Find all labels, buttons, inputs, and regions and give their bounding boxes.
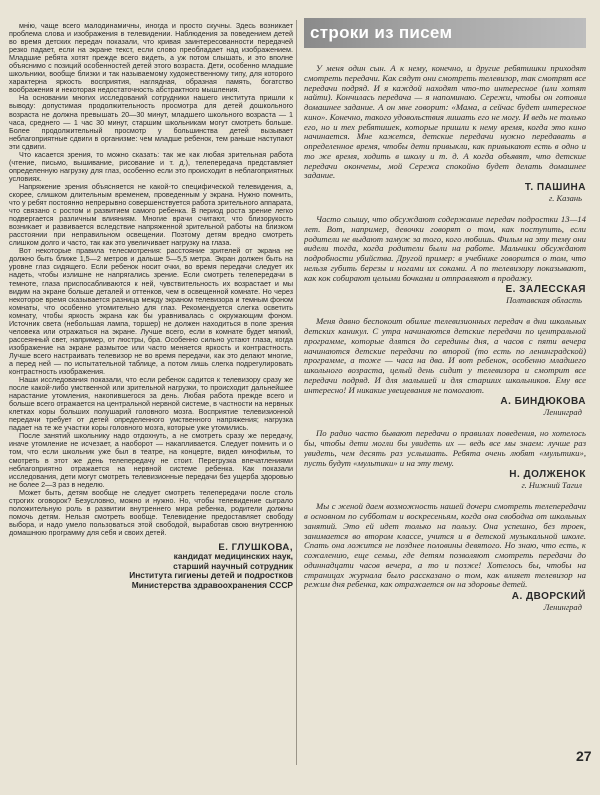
letter-author: Т. ПАШИНА xyxy=(524,182,586,193)
column-divider xyxy=(296,20,297,765)
article-paragraph: мнію, чаще всего малодинамичны, иногда и просто скучны. Здесь возникает проблема слова и изображения в телевидении. Наблюдения за поведением детей во время детских передач показали, что кривая заинтересованности передачей резко падает, если на экране текст, если слово преобладает над изображением. Младшие ребята хотят прежде всего видеть, а уж потом слышать, и это вполне объяснимо с позиций особенностей детей этого возраста. Дети, особенно младшие школьники, вообще близки и так называемому художественному типу, для которого характерна яркость восприятия, наглядная, образная память, богатство воображения и некоторая недостаточность абстрактного мышления. xyxy=(9,22,293,95)
letter xyxy=(304,215,586,305)
author-degree: кандидат медицинских наук, xyxy=(173,551,293,562)
letter-text: Мы с женой даем возможность нашей дочери смотреть телепередачи в основном по субботам и воскресеньям, когда она свободна от школьных занятий. Это ей идет только на пользу. Она успешно, без троек, занимается во втором классе, учится и в детской музыкальной школе. Спать она ложится не позднее половины девятого. Но знаю, что есть, к сожалению, еще семьи, где детям позволяют смотреть передачи до одиннадцати часов вечера, а то и позже! Хотелось бы, чтобы на страницах журнала было рассказано о том, как влияет телевизор на режим дня ребенка, как отражается он на здоровье детей. xyxy=(304,501,586,590)
article-paragraph: Наши исследования показали, что если ребенок садится к телевизору сразу же после какой-либо умственной или зрительной нагрузки, то происходит дальнейшее нарастание утомления, накопившегося за день. Любая работа прежде всего и больше всего отражается на центральной нервной системе, в частности на нервных клетках коры больших полушарий головного мозга. Восприятие телевизионной передачи требует от детей определенного умственного напряжения; нагрузка падает на те же участки коры головного мозга, которые уже утомились. xyxy=(9,375,293,433)
letter-author: Н. ДОЛЖЕНОК xyxy=(509,469,586,481)
letter-place: г. Казань xyxy=(549,193,582,203)
article-column xyxy=(9,22,293,764)
letters-header xyxy=(304,18,586,48)
letter-place: Ленинград xyxy=(543,407,582,418)
letter xyxy=(304,429,586,490)
article-paragraph: Вот некоторые правила телесмотрения: расстояние зрителей от экрана не должно быть ближе 1,5—2 метров и дальше 5—5,5 метра. Экран должен быть на уровне глаз сидящего. Если ребенок носит очки, во время передачи следует их надеть, чтобы излишне не напрягались зрение. Если смотреть телепередачи в темноте, глаза приспосабливаются к ней, чувствительность их возрастает и мы видим на экране больше деталей и оттенков, чем в освещенной комнате. Но через некоторое время сказывается разница между экраном телевизора и темным фоном комнаты, что особенно утомительно для глаз. Рекомендуется слегка осветить комнату, чтобы яркость экрана как бы уравнивалась с окружающим фоном. Источник света (небольшая лампа, торшер) не должен находиться в поле зрения человека или отражаться на экране. Лучше всего, если в комнате будет мягкий, рассеянный свет, например, от люстры, бра. Особенно сильно устают глаза, когда изображение на экране размытое или часто меняется яркость и контрастность. Лучше всего настраивать телевизор не во время передачи, как это делают многие, а перед ней — по испытательной таблице, а потом лишь слегка подрегулировать контрастность изображения. xyxy=(9,246,293,377)
author-institute: Института гигиены детей и подростков xyxy=(129,570,293,581)
letter-place: Ленинград xyxy=(543,602,582,612)
letter xyxy=(304,317,586,417)
letter-place: г. Нижний Тагил xyxy=(521,480,582,491)
author-name: Е. ГЛУШКОВА, xyxy=(218,542,293,553)
author-ministry: Министерства здравоохранения СССР xyxy=(131,579,293,590)
letter-author: А. ДВОРСКИЙ xyxy=(511,591,586,602)
letter-text: Меня давно беспокоит обилие телевизионных передач в дни школьных детских каникул. С утра начинаются детские передачи по центральной программе, которые длятся до середины дня, а часов с пяти вечера начинаются детские передачи по второй (то есть по ленинградской) программе, а тоже — часа на два. И вот ребенок, особенно младшего школьного возраста, целый день сидит у телевизора и смотрит все передачи подряд. И для малышей и для старших школьников. Ему все интересно! И никакие увещевания не помогают. xyxy=(304,316,586,395)
article-paragraph: После занятий школьнику надо отдохнуть, а не смотреть сразу же передачу, иначе утомление не исчезает, а наоборот — накапливается. Следует помнить и о том, что если школьник уже был в театре, на концерте, видел кинофильм, то смотреть в этот же день телепередачу не стоит. Перегрузка впечатлениями неблагоприятно отражается на нервной системе ребенка. Как показали исследования, дети могут смотреть телевизионные передачи без ущерба здоровью не более 2—3 раз в неделю. xyxy=(9,431,293,489)
article-paragraph: Напряжение зрения объясняется не какой-то специфической телевидения, а, скорее, слишком длительным временем, проведенным у экрана. Нужно помнить, что у ребят постоянно непрерывно совершенствуется работа зрительного аппарата, что связано с ростом и развитием самого ребенка. В период роста зрение легко подвергается различным влияниям. Многие врачи считают, что близорукость возникает и развивается вследствие напряженной зрительной работы на близком расстоянии при неправильном освещении. Поэтому детям вредно смотреть слишком долго и часто, так как это увеличивает нагрузку на глаза. xyxy=(9,181,293,248)
article-paragraph: Что касается зрения, то можно сказать: так же как любая зрительная работа (чтение, письмо, вышивание, рисование и т. д.), телепередача представляет определенную нагрузку для глаз, особенно если это происходит в неблагоприятных условиях. xyxy=(9,149,293,183)
letter xyxy=(304,64,586,203)
author-position: старший научный сотрудник xyxy=(173,560,293,571)
letter-text: По радио часто бывают передачи о правилах поведения, но хотелось бы, чтобы дети могли бы увидеть их — ведь все мы знаем: лучше раз увидеть, чем десять раз услышать. Ребята очень любят «мультики», пусть будут «мультики» и на эту тему. xyxy=(304,428,586,468)
letter-author: Е. ЗАЛЕССКАЯ xyxy=(505,284,586,296)
letter-text: У меня один сын. А к нему, конечно, и другие ребятишки приходят смотреть передачи. Как сядут они смотреть телевизор, так смотрят все передачи подряд. И я каждой находят что-то интересное (или хотят найти). Кончилась передача — я напоминаю. Сережи, чтобы он готовил домашнее задание. А он мне говорит: «Мама, а сейчас будет интересное кино». Конечно, такого удовольствия лишать его не могу. И ведь не только его, но и тех ребятишек, которые пришли к нему время, когда это кино начинается. Мне кажется, детские передачи нужно передавать в определенное время, чтобы дети привыкли, как привыкают есть в одно и то же время, ходить в школу и т. д. А когда объявят, что детские передачи окончены, мой Сережа спокойно будет делать домашнее задание. xyxy=(304,63,586,181)
letter-author: А. БИНДЮКОВА xyxy=(500,396,586,408)
letter-place: Полтавская область xyxy=(506,295,582,306)
article-signature xyxy=(9,543,293,590)
article-paragraph: Может быть, детям вообще не следует смотреть телепередачи после столь строгих оговорок? Безусловно, можно и нужно. Но, чтобы телевидение сыграло положительную роль в развитии внутреннего мира ребенка, родители должны помочь детям. Нельзя смотреть вообще. Телевидение предоставляет свободу выбора, и надо умело пользоваться этой свободой, выработав свою внутреннюю домашнюю программу для себя и своих детей. xyxy=(9,487,293,537)
letters-header-title: строки из писем xyxy=(310,23,453,43)
letters-column xyxy=(304,18,586,768)
article-paragraph: На основании многих исследований сотрудники нашего института пришли к выводу: допустимая продолжительность просмотра для детей дошкольного возраста не должна превышать 20—30 минут, младшего школьного возраста — 1 часа, среднего — 1 час 30 минут, старшим школьникам могут смотреть больше. Более продолжительный просмотр у большинства детей вызывает неблагоприятные сдвиги в организме: чем младше ребенок, тем раньше наступают эти сдвиги. xyxy=(9,93,293,151)
letter xyxy=(304,502,586,612)
letter-text: Часто слышу, что обсуждают содержание передач подростки 13—14 лет. Вот, например, девочки говорят о том, как поступить, если родители не выдают замуж за того, кого любишь. Фильм на эту тему они видели тогда, когда родители были на работе. Мальчики обсуждают подробности убийства. Другой пример: в учебнике говорится о том, что нельзя губить березы и ногами их соками. А по телевизору показывают, как кок собирают целыми бочками и отправляют в продажу. xyxy=(304,214,586,283)
page-number: 27 xyxy=(576,748,592,764)
